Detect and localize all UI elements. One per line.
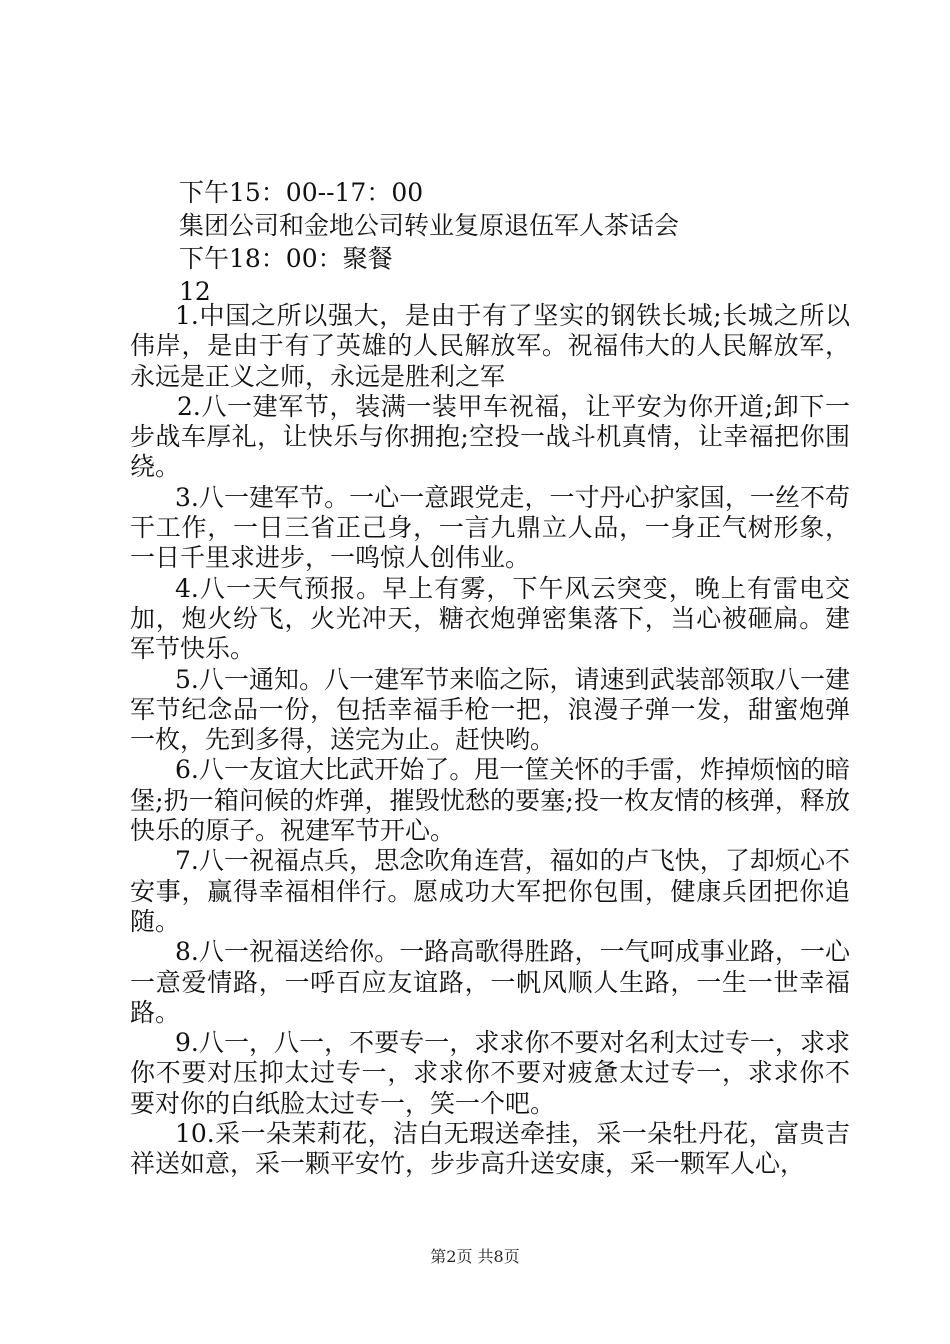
page-number-footer: 第2页 共8页: [430, 1247, 520, 1266]
greeting-paragraph-2: 2.八一建军节，装满一装甲车祝福，让平安为你开道;卸下一步战车厚礼，让快乐与你拥抱;空投一战斗机真情，让幸福把你围绕。: [130, 391, 850, 482]
greeting-paragraph-4: 4.八一天气预报。早上有雾，下午风云突变，晚上有雷电交加，炮火纷飞，火光冲天，糖衣炮弹密集落下，当心被砸扁。建军节快乐。: [130, 573, 850, 664]
schedule-block: [179, 176, 859, 308]
greeting-paragraph-5: 5.八一通知。八一建军节来临之际，请速到武装部领取八一建军节纪念品一份，包括幸福手枪一把，浪漫子弹一发，甜蜜炮弹一枚，先到多得，送完为止。赶快哟。: [130, 664, 850, 755]
schedule-dinner: 下午18：00：聚餐: [179, 244, 393, 273]
greeting-paragraph-1: 1.中国之所以强大，是由于有了坚实的钢铁长城;长城之所以伟岸，是由于有了英雄的人民解放军。祝福伟大的人民解放军，永远是正义之师，永远是胜利之军: [130, 301, 850, 391]
greeting-paragraph-7: 7.八一祝福点兵，思念吹角连营，福如的卢飞快，了却烦心不安事，赢得幸福相伴行。愿成功大军把你包围，健康兵团把你追随。: [130, 846, 850, 936]
greetings-list: [130, 301, 850, 1180]
greeting-paragraph-10: 10.采一朵茉莉花，洁白无瑕送牵挂，采一朵牡丹花，富贵吉祥送如意，采一颗平安竹，步步高升送安康，采一颗军人心，: [130, 1119, 850, 1179]
schedule-event-tea-party: 集团公司和金地公司转业复原退伍军人茶话会: [179, 211, 680, 240]
greeting-paragraph-8: 8.八一祝福送给你。一路高歌得胜路，一气呵成事业路，一心一意爱情路，一呼百应友谊路，一帆风顺人生路，一生一世幸福路。: [130, 937, 850, 1027]
greeting-paragraph-6: 6.八一友谊大比武开始了。甩一筐关怀的手雷，炸掉烦恼的暗堡;扔一箱问候的炸弹，摧毁忧愁的要塞;投一枚友情的核弹，释放快乐的原子。祝建军节开心。: [130, 755, 850, 846]
section-number: 12: [179, 277, 211, 306]
schedule-time-afternoon: 下午15：00--17：00: [179, 178, 424, 207]
greeting-paragraph-3: 3.八一建军节。一心一意跟党走，一寸丹心护家国，一丝不苟干工作，一日三省正己身，一言九鼎立人品，一身正气树形象，一日千里求进步，一鸣惊人创伟业。: [130, 482, 850, 573]
greeting-paragraph-9: 9.八一，八一，不要专一，求求你不要对名利太过专一，求求你不要对压抑太过专一，求求你不要对疲惫太过专一，求求你不要对你的白纸脸太过专一，笑一个吧。: [130, 1028, 850, 1118]
